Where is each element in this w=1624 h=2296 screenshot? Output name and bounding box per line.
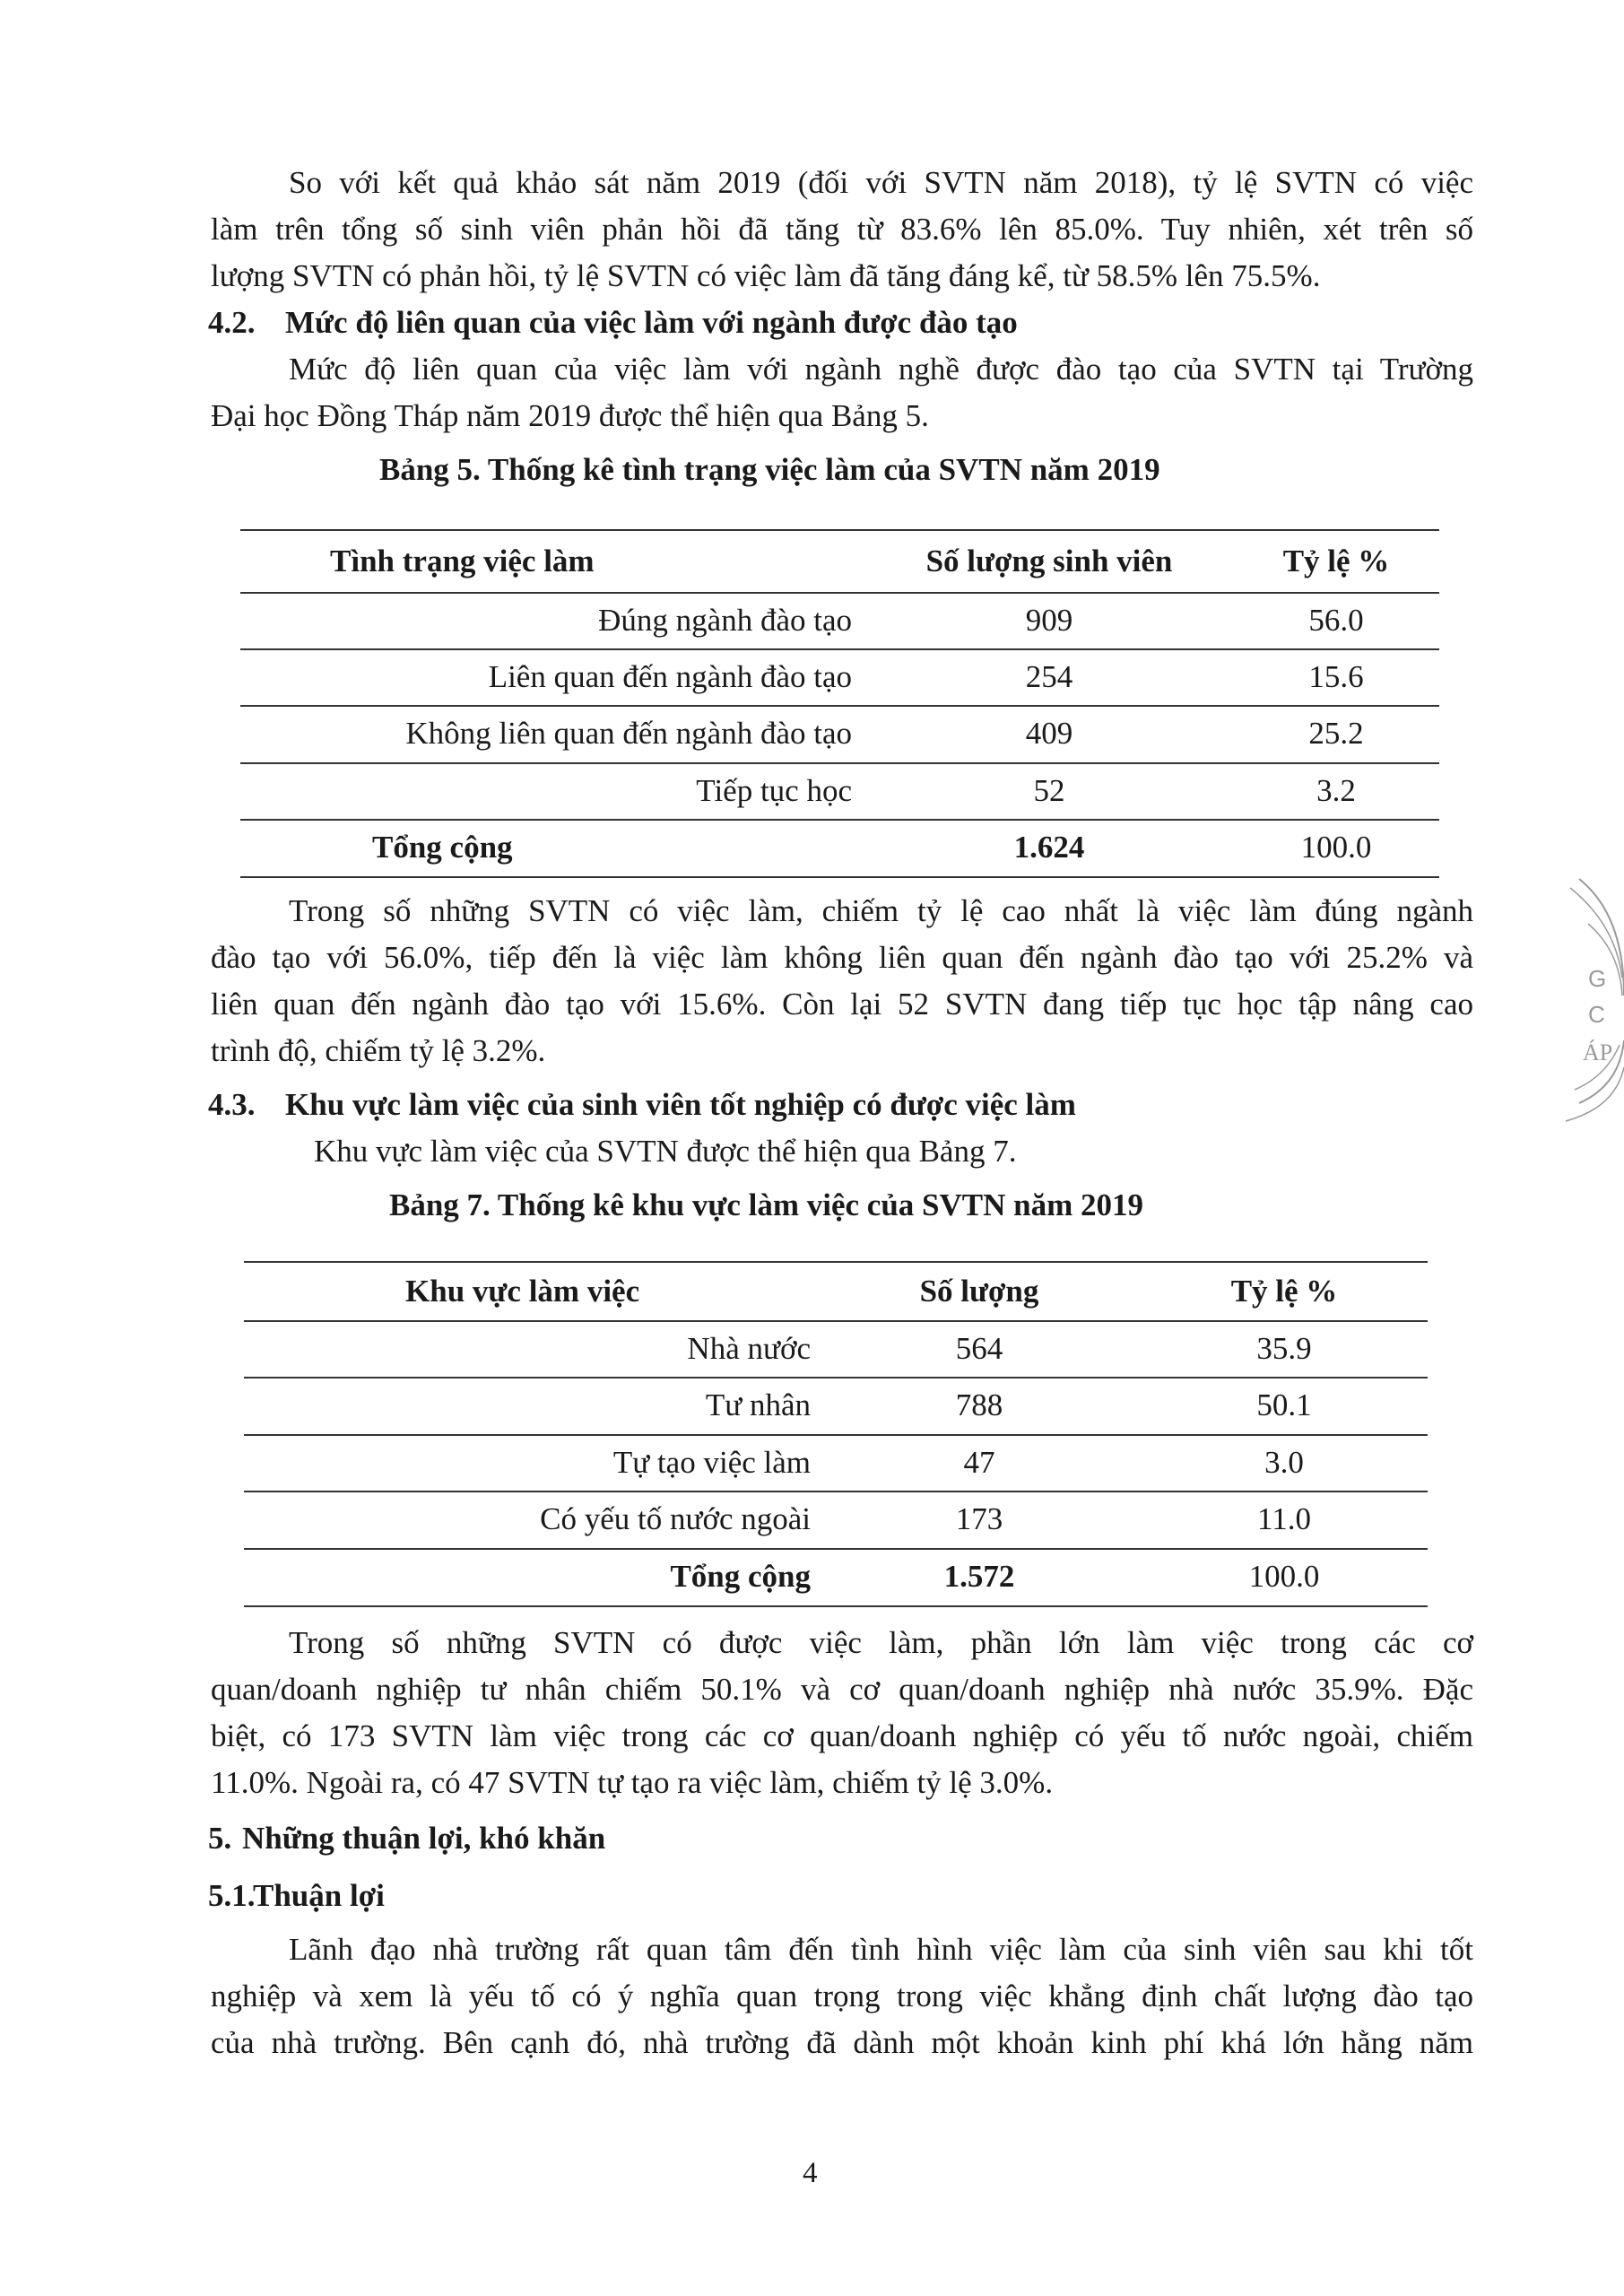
heading-number: 5. bbox=[208, 1821, 232, 1856]
heading-5-1 bbox=[208, 1873, 385, 1919]
text-line: của nhà trường. Bên cạnh đó, nhà trường đã dành một khoản kinh phí khá lớn hằng năm bbox=[211, 2025, 1473, 2060]
table5-row-label: Đúng ngành đào tạo bbox=[598, 603, 852, 638]
text-line: nghiệp và xem là yếu tố có ý nghĩa quan trọng trong việc khẳng định chất lượng đào tạo bbox=[211, 1979, 1473, 2013]
heading-number: 5.1. bbox=[208, 1878, 256, 1913]
heading-5 bbox=[208, 1815, 605, 1862]
table7-caption: Bảng 7. Thống kê khu vực làm việc của SVTN năm 2019 bbox=[389, 1187, 1144, 1222]
paragraph-advantages bbox=[211, 1926, 1473, 2066]
text-line: Trong số những SVTN có được việc làm, phần lớn làm việc trong các cơ bbox=[289, 1625, 1473, 1660]
table7-row-percent: 35.9 bbox=[1256, 1331, 1312, 1366]
table7-total-label: Tổng cộng bbox=[670, 1559, 811, 1594]
table7-row-percent: 11.0 bbox=[1257, 1501, 1311, 1536]
paragraph-table7-intro bbox=[314, 1128, 1473, 1175]
table5-total-percent: 100.0 bbox=[1300, 830, 1372, 865]
text-line: Khu vực làm việc của SVTN được thể hiện qua Bảng 7. bbox=[314, 1134, 1017, 1169]
heading-4-3 bbox=[208, 1082, 1076, 1128]
table7 bbox=[244, 1261, 1428, 1607]
table7-header-count: Số lượng bbox=[919, 1274, 1039, 1309]
table5-row-count: 909 bbox=[1025, 603, 1073, 638]
table7-row-percent: 3.0 bbox=[1264, 1445, 1304, 1480]
table7-row-count: 564 bbox=[955, 1331, 1003, 1366]
table5-row-label: Tiếp tục học bbox=[696, 773, 852, 808]
text-line: Đại học Đồng Tháp năm 2019 được thể hiện qua Bảng 5. bbox=[211, 398, 929, 433]
paragraph-table5-intro bbox=[211, 346, 1473, 439]
text-line: Mức độ liên quan của việc làm với ngành nghề được đào tạo của SVTN tại Trường bbox=[289, 352, 1473, 387]
table5-row-label: Liên quan đến ngành đào tạo bbox=[488, 659, 852, 694]
table7-row-percent: 50.1 bbox=[1256, 1387, 1312, 1422]
seal-stamp-icon bbox=[1525, 861, 1624, 1130]
table7-row-label: Tư nhân bbox=[705, 1387, 811, 1422]
text-line: So với kết quả khảo sát năm 2019 (đối với SVTN năm 2018), tỷ lệ SVTN có việc bbox=[289, 165, 1473, 200]
paragraph-table7-analysis bbox=[211, 1620, 1473, 1806]
table-rule bbox=[244, 1605, 1428, 1607]
table5-header-count: Số lượng sinh viên bbox=[925, 544, 1173, 578]
table-rule bbox=[240, 529, 1439, 531]
table7-row-label: Nhà nước bbox=[687, 1331, 811, 1366]
text-line: biệt, có 173 SVTN làm việc trong các cơ quan/doanh nghiệp có yếu tố nước ngoài, chiếm bbox=[211, 1718, 1473, 1753]
table-rule bbox=[240, 876, 1439, 878]
table7-header-sector: Khu vực làm việc bbox=[405, 1274, 640, 1309]
heading-number: 4.3. bbox=[208, 1087, 256, 1122]
table7-total-count: 1.572 bbox=[943, 1559, 1015, 1594]
table5-header-percent: Tỷ lệ % bbox=[1282, 544, 1390, 578]
table7-row-label: Có yếu tố nước ngoài bbox=[540, 1501, 811, 1536]
table7-row-label: Tự tạo việc làm bbox=[612, 1445, 811, 1480]
table5-row-percent: 15.6 bbox=[1308, 659, 1364, 694]
table5 bbox=[240, 529, 1439, 879]
heading-title: Mức độ liên quan của việc làm với ngành được đào tạo bbox=[285, 305, 1018, 340]
table5-row-count: 254 bbox=[1025, 659, 1073, 694]
text-line: Trong số những SVTN có việc làm, chiếm tỷ lệ cao nhất là việc làm đúng ngành bbox=[289, 893, 1473, 928]
heading-title: Những thuận lợi, khó khăn bbox=[242, 1821, 606, 1856]
table7-total-percent: 100.0 bbox=[1248, 1559, 1320, 1594]
text-line: đào tạo với 56.0%, tiếp đến là việc làm không liên quan đến ngành đào tạo với 25.2% và bbox=[211, 940, 1473, 975]
text-line: làm trên tổng số sinh viên phản hồi đã tăng từ 83.6% lên 85.0%. Tuy nhiên, xét trên số bbox=[211, 212, 1473, 247]
seal-text: C bbox=[1588, 1001, 1605, 1028]
text-line: quan/doanh nghiệp tư nhân chiếm 50.1% và cơ quan/doanh nghiệp nhà nước 35.9%. Đặc bbox=[211, 1672, 1473, 1707]
heading-number: 4.2. bbox=[208, 305, 256, 340]
table7-row-count: 173 bbox=[955, 1501, 1003, 1536]
text-line: lượng SVTN có phản hồi, tỷ lệ SVTN có việc làm đã tăng đáng kể, từ 58.5% lên 75.5%. bbox=[211, 258, 1321, 293]
text-line: 11.0%. Ngoài ra, có 47 SVTN tự tạo ra việc làm, chiếm tỷ lệ 3.0%. bbox=[211, 1765, 1054, 1800]
page-number: 4 bbox=[803, 2157, 818, 2189]
text-line: Lãnh đạo nhà trường rất quan tâm đến tình hình việc làm của sinh viên sau khi tốt bbox=[289, 1932, 1473, 1967]
table5-total-label: Tổng cộng bbox=[372, 830, 513, 865]
table5-row-percent: 25.2 bbox=[1308, 716, 1364, 751]
paragraph-intro bbox=[211, 160, 1473, 300]
seal-text: ÁP bbox=[1583, 1039, 1613, 1065]
table5-row-label: Không liên quan đến ngành đào tạo bbox=[405, 716, 852, 751]
heading-title: Khu vực làm việc của sinh viên tốt nghiệp có được việc làm bbox=[285, 1087, 1076, 1122]
table5-row-count: 52 bbox=[1033, 773, 1065, 808]
table7-header-percent: Tỷ lệ % bbox=[1230, 1274, 1338, 1309]
text-line: trình độ, chiếm tỷ lệ 3.2%. bbox=[211, 1033, 546, 1068]
seal-text: G bbox=[1588, 965, 1607, 992]
table7-row-count: 47 bbox=[963, 1445, 995, 1480]
paragraph-table5-analysis bbox=[211, 888, 1473, 1074]
table5-total-count: 1.624 bbox=[1013, 830, 1085, 865]
table5-caption: Bảng 5. Thống kê tình trạng việc làm của SVTN năm 2019 bbox=[379, 452, 1160, 487]
text-line: liên quan đến ngành đào tạo với 15.6%. Còn lại 52 SVTN đang tiếp tục học tập nâng cao bbox=[211, 987, 1473, 1022]
table5-row-count: 409 bbox=[1025, 716, 1073, 751]
heading-title: Thuận lợi bbox=[253, 1878, 385, 1913]
heading-4-2 bbox=[208, 300, 1018, 346]
table5-row-percent: 56.0 bbox=[1308, 603, 1364, 638]
table7-row-count: 788 bbox=[955, 1387, 1003, 1422]
table5-row-percent: 3.2 bbox=[1316, 773, 1356, 808]
table5-header-status: Tình trạng việc làm bbox=[330, 544, 595, 578]
